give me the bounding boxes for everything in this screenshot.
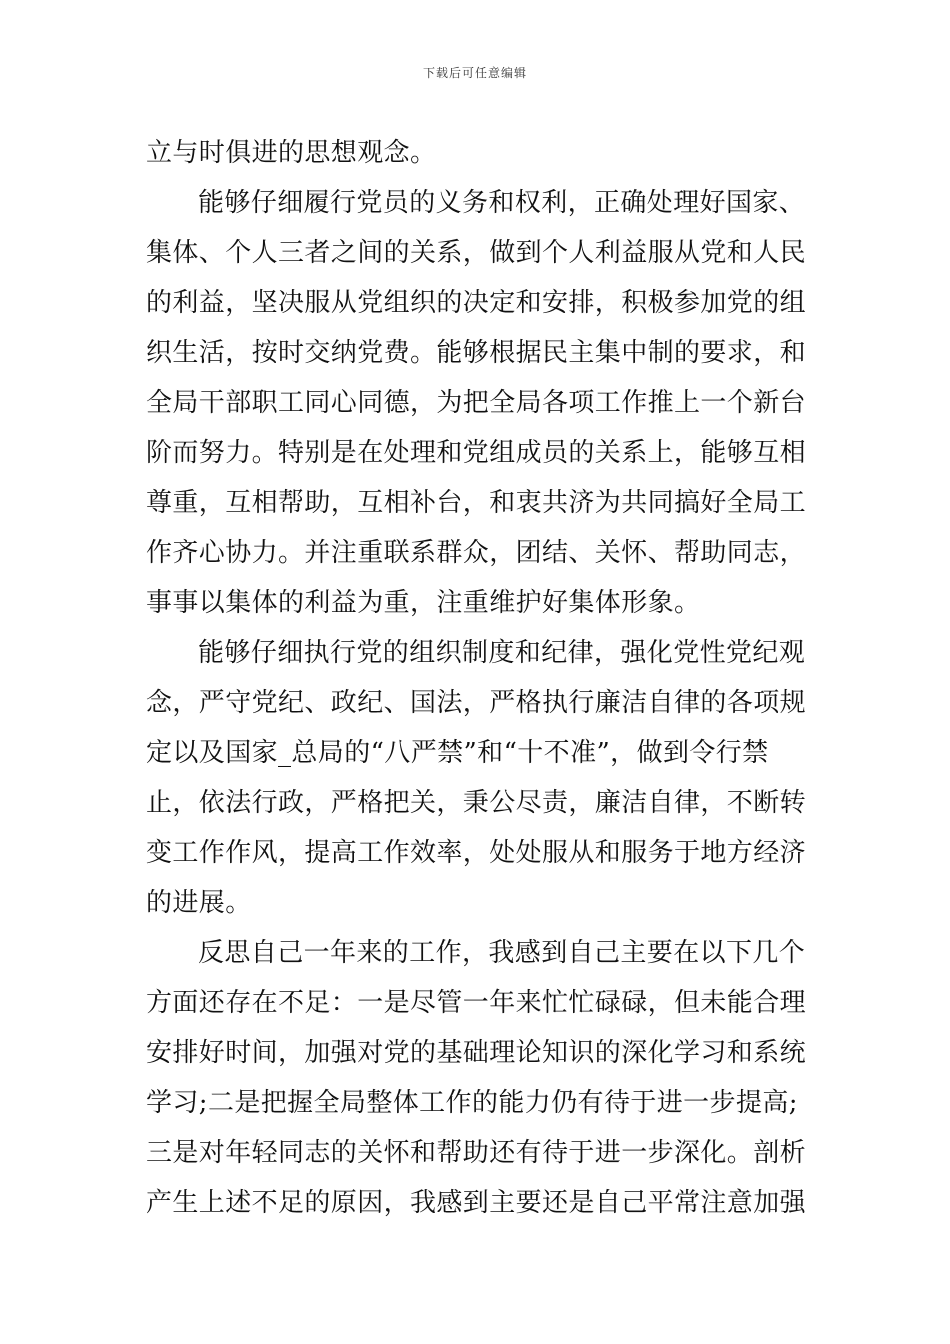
text-line: 的利益，坚决服从党组织的决定和安排，积极参加党的组 [146, 288, 807, 318]
text-line: 变工作作风，提高工作效率，处处服从和服务于地方经济 [146, 838, 807, 868]
text-line: 止，依法行政，严格把关，秉公尽责，廉洁自律，不断转 [146, 788, 807, 818]
paragraph-start-line: 能够仔细履行党员的义务和权利，正确处理好国家、 [198, 188, 806, 218]
text-line: 全局干部职工同心同德，为把全局各项工作推上一个新台 [146, 388, 807, 418]
text-line: 织生活，按时交纳党费。能够根据民主集中制的要求，和 [146, 338, 807, 368]
paragraph-start-line: 反思自己一年来的工作，我感到自己主要在以下几个 [198, 938, 806, 968]
text-line: 的进展。 [146, 888, 252, 918]
text-line: 安排好时间，加强对党的基础理论知识的深化学习和系统 [146, 1038, 807, 1068]
text-line: 事事以集体的利益为重，注重维护好集体形象。 [146, 588, 701, 618]
text-line: 作齐心协力。并注重联系群众，团结、关怀、帮助同志， [146, 538, 807, 568]
text-line: 阶而努力。特别是在处理和党组成员的关系上，能够互相 [146, 438, 807, 468]
paragraph-start-line: 能够仔细执行党的组织制度和纪律，强化党性党纪观 [198, 638, 806, 668]
text-line: 定以及国家_总局的“八严禁”和“十不准”，做到令行禁 [146, 738, 769, 768]
header-note: 下载后可任意编辑 [422, 66, 527, 80]
text-line: 产生上述不足的原因，我感到主要还是自己平常注意加强 [146, 1188, 807, 1218]
text-line: 集体、个人三者之间的关系，做到个人利益服从党和人民 [146, 238, 807, 268]
text-line: 尊重，互相帮助，互相补台，和衷共济为共同搞好全局工 [146, 488, 807, 518]
text-line: 方面还存在不足：一是尽管一年来忙忙碌碌，但未能合理 [146, 988, 807, 1018]
document-body [146, 128, 806, 1228]
text-line: 立与时俱进的思想观念。 [146, 138, 437, 168]
text-line: 念，严守党纪、政纪、国法，严格执行廉洁自律的各项规 [146, 688, 807, 718]
text-line: 三是对年轻同志的关怀和帮助还有待于进一步深化。剖析 [146, 1138, 807, 1168]
text-line: 学习;二是把握全局整体工作的能力仍有待于进一步提高; [146, 1088, 798, 1118]
